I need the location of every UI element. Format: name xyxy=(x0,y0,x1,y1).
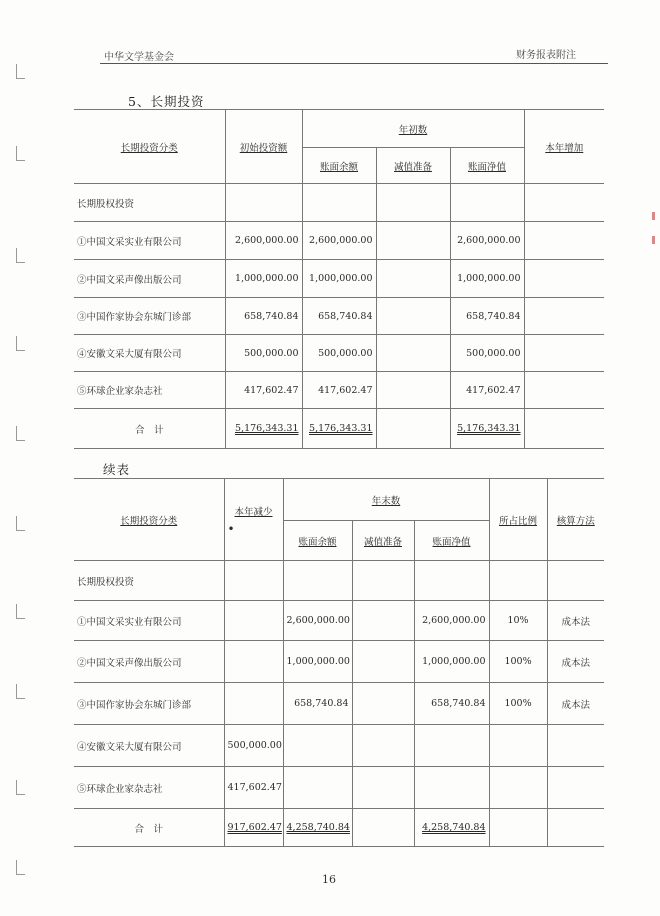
col-header-initial: 初始投资额 xyxy=(225,110,302,184)
row-name: ②中国文采声像出版公司 xyxy=(74,641,224,683)
row-name: ⑤环球企业家杂志社 xyxy=(74,372,225,409)
row-decrease xyxy=(224,601,283,641)
col-header-category: 长期投资分类 xyxy=(74,479,224,561)
row-initial: 417,602.47 xyxy=(225,372,302,409)
row-net: 2,600,000.00 xyxy=(414,601,489,641)
row-ratio: 100% xyxy=(489,641,547,683)
investment-table-start xyxy=(74,109,604,449)
continued-title: 续表 xyxy=(103,462,131,477)
edge-stain xyxy=(652,212,655,220)
row-name: ⑤环球企业家杂志社 xyxy=(74,767,224,809)
row-initial: 658,740.84 xyxy=(225,298,302,335)
row-balance: 500,000.00 xyxy=(302,335,376,372)
row-method xyxy=(547,767,604,809)
row-balance: 2,600,000.00 xyxy=(283,601,352,641)
table-row xyxy=(74,725,604,767)
row-decrease xyxy=(224,641,283,683)
col-header-category: 长期投资分类 xyxy=(74,110,225,184)
row-name: ④安徽文采大厦有限公司 xyxy=(74,725,224,767)
row-initial: 2,600,000.00 xyxy=(225,222,302,260)
total-label: 合 计 xyxy=(74,809,224,847)
row-net: 658,740.84 xyxy=(450,298,524,335)
binder-mark xyxy=(16,860,25,875)
page-number: 16 xyxy=(322,873,336,886)
col-header-impairment: 减值准备 xyxy=(352,521,414,561)
row-decrease: 417,602.47 xyxy=(224,767,283,809)
binder-mark xyxy=(16,780,25,795)
table-row xyxy=(74,298,604,335)
table-row-total xyxy=(74,809,604,847)
row-net: 500,000.00 xyxy=(450,335,524,372)
row-name: ①中国文采实业有限公司 xyxy=(74,222,225,260)
table-row xyxy=(74,601,604,641)
row-ratio: 10% xyxy=(489,601,547,641)
col-header-impairment: 减值准备 xyxy=(376,148,450,184)
section-title: 5、长期投资 xyxy=(128,94,205,109)
row-ratio: 100% xyxy=(489,683,547,725)
row-net xyxy=(414,725,489,767)
table-row xyxy=(74,372,604,409)
table-row xyxy=(74,641,604,683)
binder-mark xyxy=(16,336,25,351)
row-name: ①中国文采实业有限公司 xyxy=(74,601,224,641)
row-decrease xyxy=(224,683,283,725)
investment-table-end xyxy=(74,478,604,847)
row-balance: 658,740.84 xyxy=(283,683,352,725)
table-row xyxy=(74,335,604,372)
col-header-year-end: 年末数 xyxy=(283,479,489,521)
row-balance: 658,740.84 xyxy=(302,298,376,335)
group-label: 长期股权投资 xyxy=(74,561,224,601)
total-net: 5,176,343.31 xyxy=(450,409,524,449)
col-header-net-value: 账面净值 xyxy=(450,148,524,184)
header-org: 中华文学基金会 xyxy=(104,52,174,63)
row-method: 成本法 xyxy=(547,641,604,683)
row-method: 成本法 xyxy=(547,683,604,725)
row-net: 417,602.47 xyxy=(450,372,524,409)
group-label: 长期股权投资 xyxy=(74,184,225,222)
total-label: 合 计 xyxy=(74,409,225,449)
col-header-book-balance: 账面余额 xyxy=(283,521,352,561)
binder-mark xyxy=(16,604,25,619)
row-ratio xyxy=(489,767,547,809)
edge-stain xyxy=(652,236,655,244)
row-ratio xyxy=(489,725,547,767)
row-net: 1,000,000.00 xyxy=(450,260,524,298)
row-balance: 1,000,000.00 xyxy=(283,641,352,683)
binder-mark xyxy=(16,516,25,531)
header-divider xyxy=(100,63,608,64)
table-row-group xyxy=(74,184,604,222)
total-decrease: 917,602.47 xyxy=(224,809,283,847)
total-initial: 5,176,343.31 xyxy=(225,409,302,449)
row-balance: 2,600,000.00 xyxy=(302,222,376,260)
row-method: 成本法 xyxy=(547,601,604,641)
table-row-total xyxy=(74,409,604,449)
col-header-increase: 本年增加 xyxy=(524,110,604,184)
col-header-method: 核算方法 xyxy=(547,479,604,561)
binder-mark xyxy=(16,426,25,441)
table-row xyxy=(74,222,604,260)
table-row xyxy=(74,767,604,809)
row-balance: 417,602.47 xyxy=(302,372,376,409)
total-balance: 5,176,343.31 xyxy=(302,409,376,449)
row-name: ③中国作家协会东城门诊部 xyxy=(74,683,224,725)
table-row xyxy=(74,683,604,725)
row-name: ②中国文采声像出版公司 xyxy=(74,260,225,298)
row-net: 1,000,000.00 xyxy=(414,641,489,683)
col-header-net-value: 账面净值 xyxy=(414,521,489,561)
binder-mark xyxy=(16,684,25,699)
row-name: ③中国作家协会东城门诊部 xyxy=(74,298,225,335)
table-row xyxy=(74,260,604,298)
row-balance: 1,000,000.00 xyxy=(302,260,376,298)
row-net: 2,600,000.00 xyxy=(450,222,524,260)
col-header-book-balance: 账面余额 xyxy=(302,148,376,184)
row-initial: 500,000.00 xyxy=(225,335,302,372)
col-header-decrease: 本年减少 • xyxy=(224,479,283,561)
row-balance xyxy=(283,767,352,809)
total-net: 4,258,740.84 xyxy=(414,809,489,847)
row-decrease: 500,000.00 xyxy=(224,725,283,767)
row-balance xyxy=(283,725,352,767)
row-name: ④安徽文采大厦有限公司 xyxy=(74,335,225,372)
col-header-ratio: 所占比例 xyxy=(489,479,547,561)
row-net xyxy=(414,767,489,809)
row-method xyxy=(547,725,604,767)
row-initial: 1,000,000.00 xyxy=(225,260,302,298)
table-row-group xyxy=(74,561,604,601)
col-header-year-start: 年初数 xyxy=(302,110,524,148)
binder-mark xyxy=(16,64,25,79)
header-doc-title: 财务报表附注 xyxy=(516,50,576,61)
total-balance: 4,258,740.84 xyxy=(283,809,352,847)
row-net: 658,740.84 xyxy=(414,683,489,725)
binder-mark xyxy=(16,146,25,161)
binder-mark xyxy=(16,248,25,263)
